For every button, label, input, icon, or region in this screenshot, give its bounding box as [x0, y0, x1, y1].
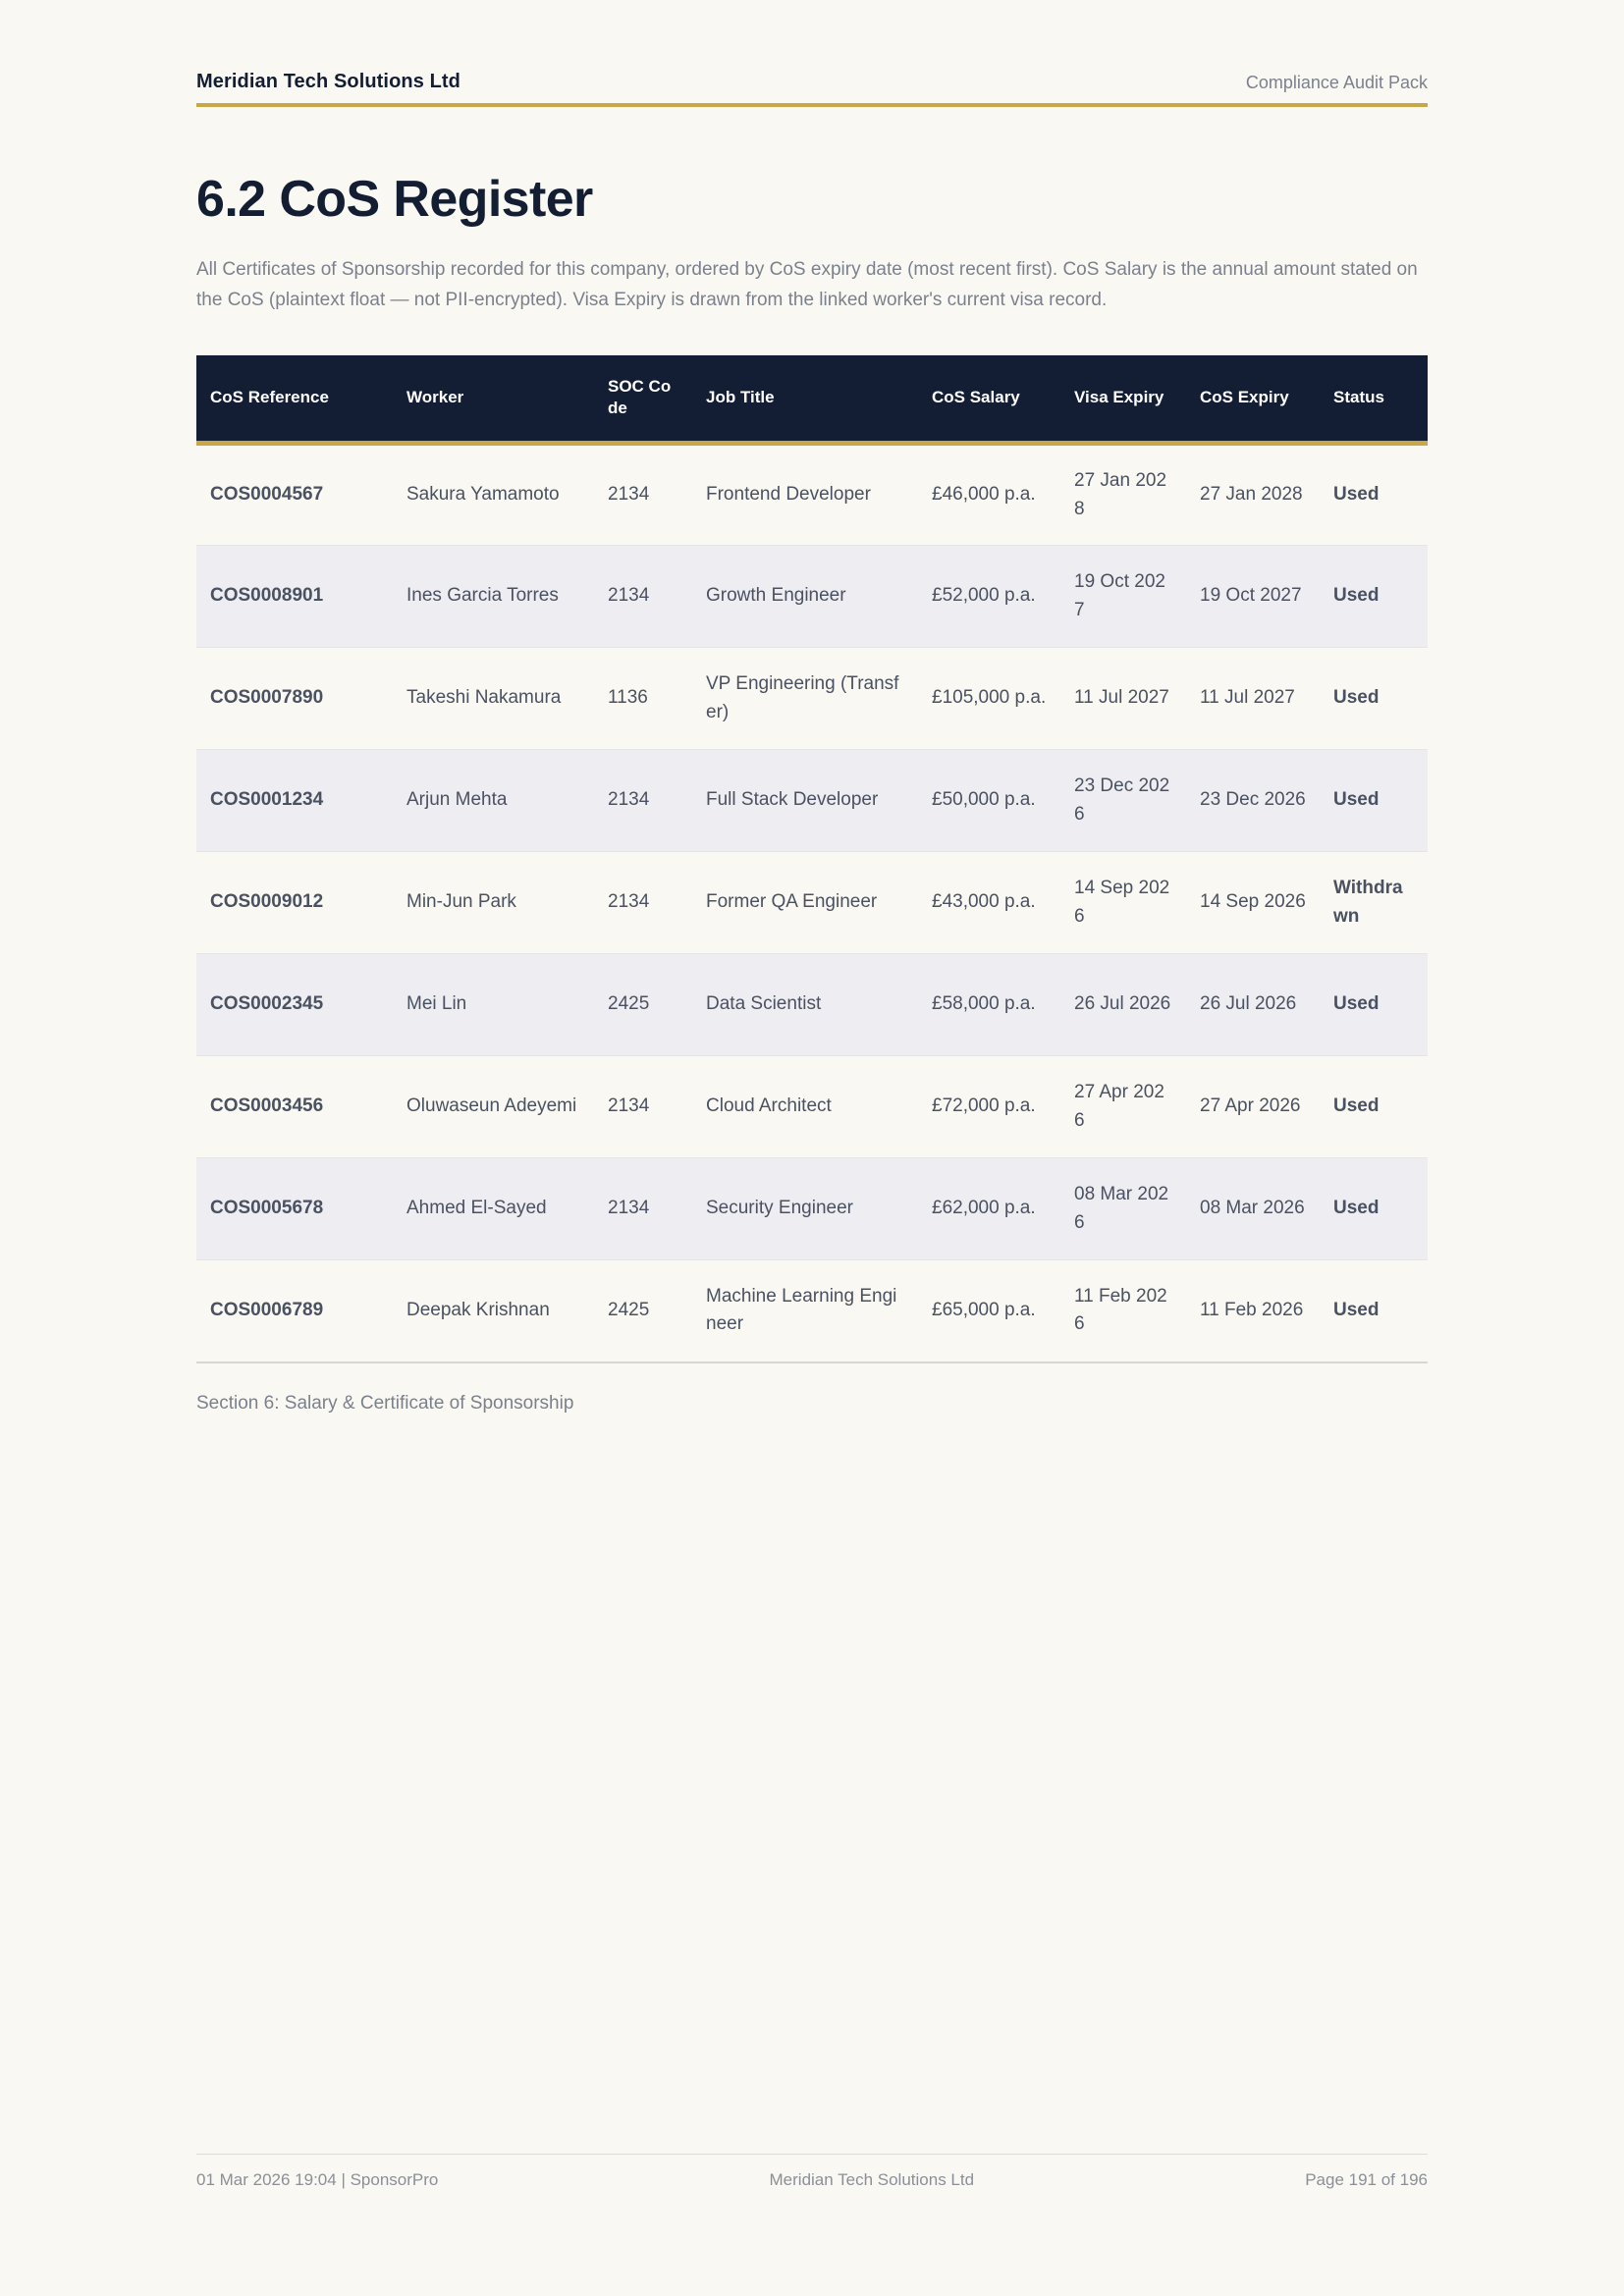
cell-cos-expiry: 14 Sep 2026	[1186, 852, 1320, 954]
status-badge: Used	[1320, 444, 1428, 546]
cell-job-title: VP Engineering (Transfer)	[692, 648, 918, 750]
cell-cos-salary: £52,000 p.a.	[918, 546, 1060, 648]
cell-job-title: Machine Learning Engineer	[692, 1260, 918, 1362]
table-body	[196, 444, 1428, 1362]
cell-cos-reference: COS0009012	[196, 852, 393, 954]
cell-cos-reference: COS0008901	[196, 546, 393, 648]
cell-cos-expiry: 27 Apr 2026	[1186, 1056, 1320, 1158]
cell-cos-reference: COS0002345	[196, 954, 393, 1056]
page-title: 6.2 CoS Register	[196, 171, 593, 228]
cell-worker: Mei Lin	[393, 954, 594, 1056]
cell-cos-reference: COS0001234	[196, 750, 393, 852]
cell-visa-expiry: 27 Apr 2026	[1060, 1056, 1186, 1158]
cell-worker: Sakura Yamamoto	[393, 444, 594, 546]
cell-cos-reference: COS0003456	[196, 1056, 393, 1158]
table-row	[196, 954, 1428, 1056]
table-row	[196, 852, 1428, 954]
cell-soc-code: 2134	[594, 750, 692, 852]
cell-job-title: Data Scientist	[692, 954, 918, 1056]
cell-cos-expiry: 11 Jul 2027	[1186, 648, 1320, 750]
cell-job-title: Frontend Developer	[692, 444, 918, 546]
cell-job-title: Security Engineer	[692, 1158, 918, 1260]
cell-visa-expiry: 26 Jul 2026	[1060, 954, 1186, 1056]
table-row	[196, 1158, 1428, 1260]
status-badge: Used	[1320, 1056, 1428, 1158]
cell-cos-salary: £46,000 p.a.	[918, 444, 1060, 546]
section-intro-text: All Certificates of Sponsorship recorded for this company, ordered by CoS expiry date (most recent first). CoS Salary is the annual amount stated on the CoS (plaintext float — not PII-encrypted). Visa Expiry is drawn from the linked worker's current visa record.	[196, 259, 1418, 310]
cell-soc-code: 2425	[594, 954, 692, 1056]
status-badge: Used	[1320, 954, 1428, 1056]
table-row	[196, 444, 1428, 546]
table-row	[196, 1260, 1428, 1362]
cell-soc-code: 2134	[594, 852, 692, 954]
status-badge: Used	[1320, 1158, 1428, 1260]
table-row	[196, 1056, 1428, 1158]
cell-cos-salary: £65,000 p.a.	[918, 1260, 1060, 1362]
cell-cos-reference: COS0004567	[196, 444, 393, 546]
cell-soc-code: 2134	[594, 1056, 692, 1158]
column-header-soc-code: SOC Code	[594, 355, 692, 444]
cell-cos-expiry: 26 Jul 2026	[1186, 954, 1320, 1056]
column-header-cos-expiry: CoS Expiry	[1186, 355, 1320, 444]
cell-visa-expiry: 11 Jul 2027	[1060, 648, 1186, 750]
cell-cos-reference: COS0007890	[196, 648, 393, 750]
cell-soc-code: 2134	[594, 546, 692, 648]
column-header-status: Status	[1320, 355, 1428, 444]
cell-cos-salary: £43,000 p.a.	[918, 852, 1060, 954]
status-badge: Used	[1320, 750, 1428, 852]
cell-cos-reference: COS0005678	[196, 1158, 393, 1260]
cell-soc-code: 2425	[594, 1260, 692, 1362]
footer-company-name: Meridian Tech Solutions Ltd	[769, 2170, 975, 2189]
status-badge: Used	[1320, 648, 1428, 750]
status-badge: Used	[1320, 1260, 1428, 1362]
cell-cos-expiry: 11 Feb 2026	[1186, 1260, 1320, 1362]
table-row	[196, 750, 1428, 852]
cell-cos-salary: £58,000 p.a.	[918, 954, 1060, 1056]
header-company-name: Meridian Tech Solutions Ltd	[196, 71, 460, 92]
cell-worker: Takeshi Nakamura	[393, 648, 594, 750]
cell-worker: Deepak Krishnan	[393, 1260, 594, 1362]
cell-job-title: Former QA Engineer	[692, 852, 918, 954]
footer-generated-info: 01 Mar 2026 19:04 | SponsorPro	[196, 2170, 439, 2189]
column-header-visa-expiry: Visa Expiry	[1060, 355, 1186, 444]
cell-job-title: Cloud Architect	[692, 1056, 918, 1158]
cell-soc-code: 2134	[594, 444, 692, 546]
table-row	[196, 648, 1428, 750]
cell-visa-expiry: 08 Mar 2026	[1060, 1158, 1186, 1260]
table-header-row	[196, 355, 1428, 444]
column-header-worker: Worker	[393, 355, 594, 444]
cell-worker: Arjun Mehta	[393, 750, 594, 852]
cell-cos-expiry: 27 Jan 2028	[1186, 444, 1320, 546]
table-row	[196, 546, 1428, 648]
footer-page-number: Page 191 of 196	[1305, 2170, 1428, 2189]
cell-cos-salary: £50,000 p.a.	[918, 750, 1060, 852]
cell-visa-expiry: 23 Dec 2026	[1060, 750, 1186, 852]
cell-job-title: Growth Engineer	[692, 546, 918, 648]
cell-worker: Ahmed El-Sayed	[393, 1158, 594, 1260]
cell-visa-expiry: 14 Sep 2026	[1060, 852, 1186, 954]
cell-cos-salary: £62,000 p.a.	[918, 1158, 1060, 1260]
cos-register-table	[196, 355, 1428, 1363]
cell-cos-salary: £72,000 p.a.	[918, 1056, 1060, 1158]
cell-cos-expiry: 08 Mar 2026	[1186, 1158, 1320, 1260]
running-footer	[196, 2154, 1428, 2190]
cell-soc-code: 2134	[594, 1158, 692, 1260]
status-badge: Used	[1320, 546, 1428, 648]
cell-cos-salary: £105,000 p.a.	[918, 648, 1060, 750]
cell-cos-expiry: 23 Dec 2026	[1186, 750, 1320, 852]
cell-cos-reference: COS0006789	[196, 1260, 393, 1362]
table-header	[196, 355, 1428, 444]
cell-visa-expiry: 27 Jan 2028	[1060, 444, 1186, 546]
table-caption: Section 6: Salary & Certificate of Sponsorship	[196, 1392, 574, 1414]
column-header-job-title: Job Title	[692, 355, 918, 444]
cell-worker: Oluwaseun Adeyemi	[393, 1056, 594, 1158]
status-badge: Withdrawn	[1320, 852, 1428, 954]
column-header-cos-reference: CoS Reference	[196, 355, 393, 444]
cell-visa-expiry: 11 Feb 2026	[1060, 1260, 1186, 1362]
cell-cos-expiry: 19 Oct 2027	[1186, 546, 1320, 648]
running-header	[196, 0, 1428, 107]
cell-worker: Ines Garcia Torres	[393, 546, 594, 648]
column-header-cos-salary: CoS Salary	[918, 355, 1060, 444]
cell-job-title: Full Stack Developer	[692, 750, 918, 852]
cell-soc-code: 1136	[594, 648, 692, 750]
header-pack-name: Compliance Audit Pack	[1245, 73, 1428, 92]
cell-visa-expiry: 19 Oct 2027	[1060, 546, 1186, 648]
cell-worker: Min-Jun Park	[393, 852, 594, 954]
